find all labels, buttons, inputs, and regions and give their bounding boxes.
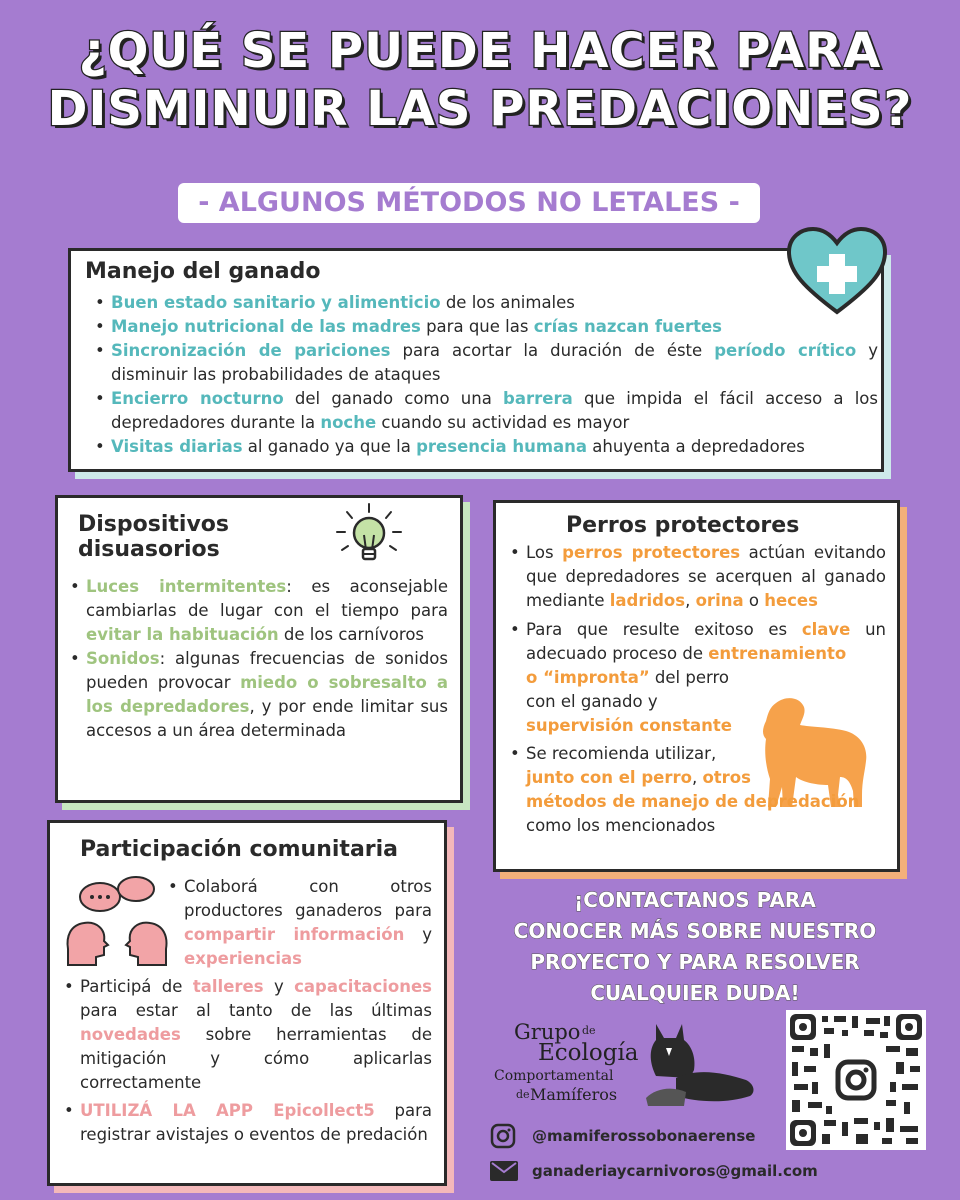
- email-address[interactable]: ganaderiaycarnivoros@gmail.com: [532, 1162, 818, 1180]
- perros-list: [508, 541, 886, 838]
- instagram-handle[interactable]: @mamiferossobonaerense: [532, 1127, 756, 1145]
- contact-banner: ¡CONTACTANOS PARA CONOCER MÁS SOBRE NUESTRO PROYECTO Y PARA RESOLVER CUALQUIER DUDA!: [513, 888, 877, 1005]
- participacion-title: Participación comunitaria: [80, 837, 399, 862]
- fox-icon: [636, 1018, 760, 1108]
- list-item: • Luces intermitentes: es aconsejable cambiarlas de lugar con el tiempo para evitar la habituación de los carnívoros: [68, 575, 448, 647]
- perros-title: Perros protectores: [566, 513, 800, 538]
- dispositivos-list: [68, 575, 448, 743]
- list-item: • Manejo nutricional de las madres para que las crías nazcan fuertes: [93, 315, 878, 339]
- heart-cross-icon: [785, 226, 889, 318]
- instagram-icon: [490, 1123, 516, 1149]
- list-item: • Sincronización de pariciones para acortar la duración de éste período crítico y disminuir las probabilidades de ataques: [93, 339, 878, 387]
- list-item: • Buen estado sanitario y alimenticio de los animales: [93, 291, 878, 315]
- group-logo: Grupo de Ecología Comportamental de Mamíferos: [490, 1018, 760, 1108]
- lightbulb-icon: [333, 502, 405, 570]
- manejo-list: [93, 291, 878, 459]
- manejo-card: [68, 248, 884, 472]
- manejo-title: Manejo del ganado: [85, 259, 321, 284]
- subtitle-banner: - ALGUNOS MÉTODOS NO LETALES -: [178, 183, 760, 223]
- list-item: • Visitas diarias al ganado ya que la presencia humana ahuyenta a depredadores: [93, 435, 878, 459]
- participacion-list: [62, 875, 432, 1147]
- list-item: • Los perros protectores actúan evitando que depredadores se acerquen al ganado mediante ladridos, orina o heces: [508, 541, 886, 613]
- list-item: • Colaborá con otros productores ganaderos para compartir información y experiencias: [166, 875, 432, 971]
- list-item: • Participá de talleres y capacitaciones para estar al tanto de las últimas novedades sobre herramientas de mitigación y cómo aplicarlas correctamente: [62, 975, 432, 1095]
- mail-icon: [490, 1161, 518, 1181]
- dispositivos-title: Dispositivos disuasorios: [78, 512, 230, 562]
- list-item: • Se recomienda utilizar, junto con el perro, otros métodos de manejo de depredación como los mencionados: [508, 742, 886, 838]
- list-item: • Sonidos: algunas frecuencias de sonidos pueden provocar miedo o sobresalto a los depredadores, y por ende limitar sus accesos a un área determinada: [68, 647, 448, 743]
- list-item: • UTILIZÁ LA APP Epicollect5 para registrar avistajes o eventos de predación: [62, 1099, 432, 1147]
- page-title: ¿QUÉ SE PUEDE HACER PARA DISMINUIR LAS PREDACIONES?: [47, 23, 913, 137]
- list-item: • Encierro nocturno del ganado como una barrera que impida el fácil acceso a los depredadores durante la noche cuando su actividad es mayor: [93, 387, 878, 435]
- list-item: • Para que resulte exitoso es clave un adecuado proceso de entrenamiento o “impronta” del perro con el ganado y supervisión constante: [508, 618, 886, 738]
- perros-card: [493, 500, 900, 872]
- participacion-card: [47, 820, 447, 1186]
- dispositivos-card: [55, 495, 463, 803]
- qr-code: [786, 1010, 926, 1150]
